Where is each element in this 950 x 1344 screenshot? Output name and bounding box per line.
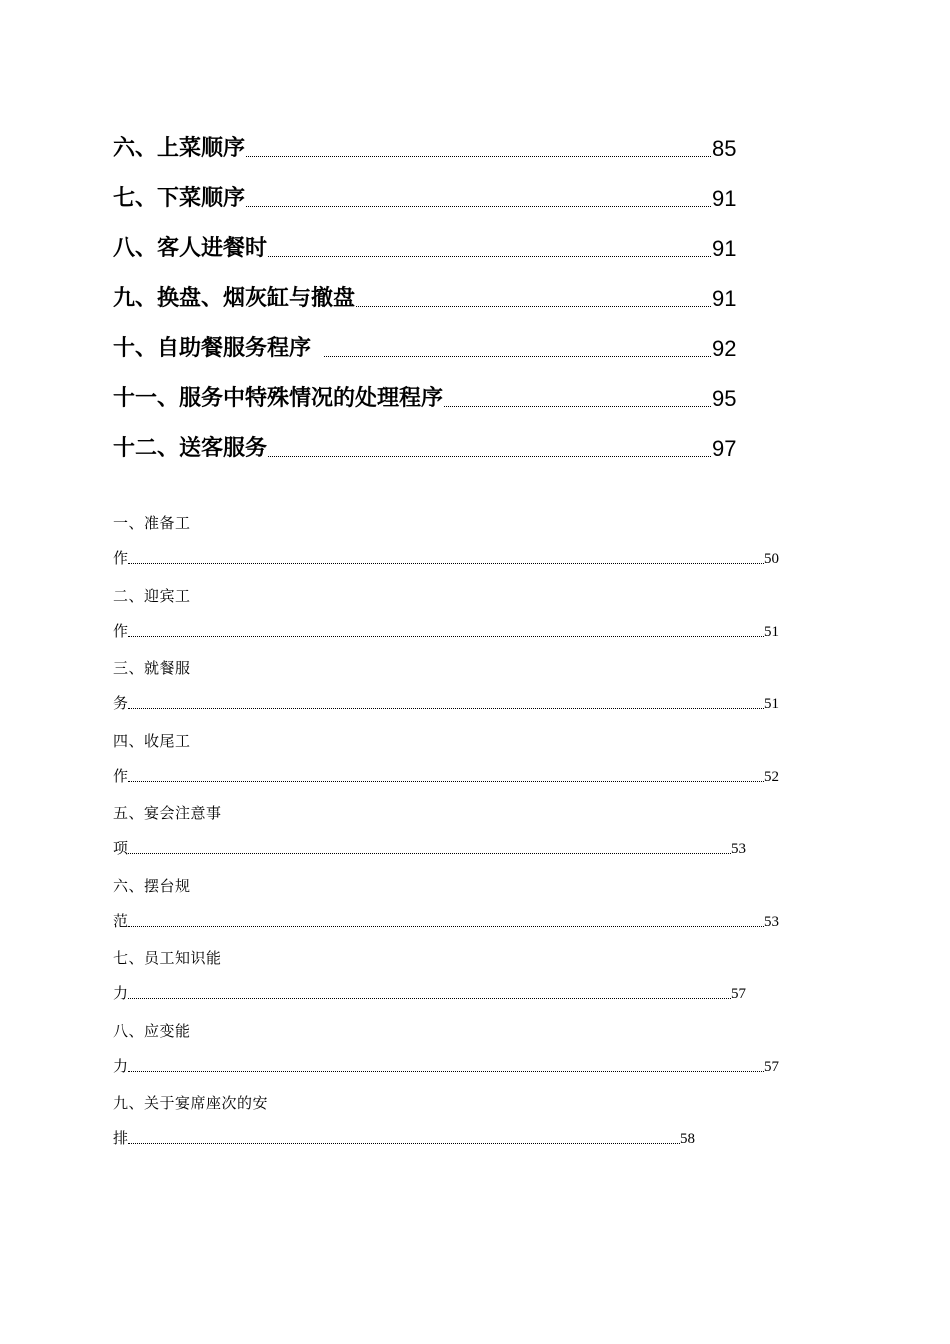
dot-leader — [128, 853, 731, 854]
dot-leader — [444, 406, 711, 407]
table-of-contents-large — [113, 132, 738, 464]
toc-entry-page: 51 — [764, 696, 780, 712]
toc-entry[interactable] — [113, 414, 738, 464]
toc-entry-title-end: 排 — [113, 1131, 129, 1147]
dot-leader — [128, 563, 764, 564]
dot-leader — [128, 998, 731, 999]
dot-leader — [128, 708, 764, 709]
dot-leader — [324, 356, 711, 357]
toc-entry-page: 85 — [712, 136, 737, 161]
toc-entry[interactable] — [113, 164, 738, 214]
toc-entry-title-end: 力 — [113, 1058, 129, 1075]
toc-entry-title-end: 作 — [113, 768, 129, 785]
toc-entry-title-end: 作 — [113, 623, 129, 640]
toc-entry-page: 53 — [764, 913, 780, 930]
toc-entry-page: 57 — [731, 986, 747, 1002]
toc-entry[interactable] — [113, 264, 738, 314]
toc-entry-page: 91 — [712, 186, 737, 211]
toc-entry-page: 52 — [764, 768, 780, 785]
dot-leader — [128, 926, 764, 927]
toc-entry[interactable] — [113, 132, 738, 164]
dot-leader — [246, 156, 711, 157]
toc-entry-title: 九、换盘、烟灰缸与撤盘 — [113, 286, 356, 311]
toc-entry-title: 三、就餐服 — [113, 661, 191, 677]
toc-entry-page: 97 — [712, 436, 737, 461]
toc-entry-title: 四、收尾工 — [113, 733, 191, 750]
dot-leader — [128, 1143, 680, 1144]
toc-entry-title-end: 范 — [113, 913, 129, 930]
toc-entry-page: 51 — [764, 623, 780, 640]
dot-leader — [128, 636, 764, 637]
toc-entry-title: 十一、服务中特殊情况的处理程序 — [113, 386, 444, 411]
toc-entry-page: 91 — [712, 236, 737, 261]
toc-entry-title-end: 务 — [113, 696, 129, 712]
toc-entry-title: 九、关于宴席座次的安 — [113, 1096, 269, 1112]
toc-entry-page: 91 — [712, 286, 737, 311]
dot-leader — [128, 1071, 764, 1072]
toc-entry-page: 53 — [731, 841, 747, 857]
toc-entry-page: 58 — [680, 1131, 696, 1147]
toc-entry-title: 六、摆台规 — [113, 878, 191, 895]
toc-entry-title-end: 项 — [113, 841, 129, 857]
toc-entry-title: 八、客人进餐时 — [113, 236, 268, 261]
toc-entry-title: 五、宴会注意事 — [113, 806, 222, 822]
toc-entry-title: 二、迎宾工 — [113, 588, 191, 605]
toc-entry-page: 57 — [764, 1058, 780, 1075]
toc-entry-title: 七、员工知识能 — [113, 951, 222, 967]
dot-leader — [356, 306, 711, 307]
toc-entry-title: 十、自助餐服务程序 — [113, 336, 312, 361]
dot-leader — [128, 781, 764, 782]
dot-leader — [268, 256, 711, 257]
dot-leader — [246, 206, 711, 207]
toc-entry-title: 十二、送客服务 — [113, 436, 268, 461]
toc-entry-title: 八、应变能 — [113, 1023, 191, 1040]
dot-leader — [268, 456, 711, 457]
toc-entry-title: 一、准备工 — [113, 516, 191, 532]
toc-entry[interactable] — [113, 364, 738, 414]
toc-entry-title: 六、上菜顺序 — [113, 136, 246, 161]
toc-entry-title-end: 作 — [113, 551, 129, 567]
toc-entry-page: 95 — [712, 386, 737, 411]
toc-entry-page: 92 — [712, 336, 737, 361]
toc-entry[interactable] — [113, 214, 738, 264]
toc-entry-title-end: 力 — [113, 986, 129, 1002]
toc-entry-title: 七、下菜顺序 — [113, 186, 246, 211]
toc-entry-page: 50 — [764, 551, 780, 567]
toc-entry[interactable] — [113, 314, 738, 364]
